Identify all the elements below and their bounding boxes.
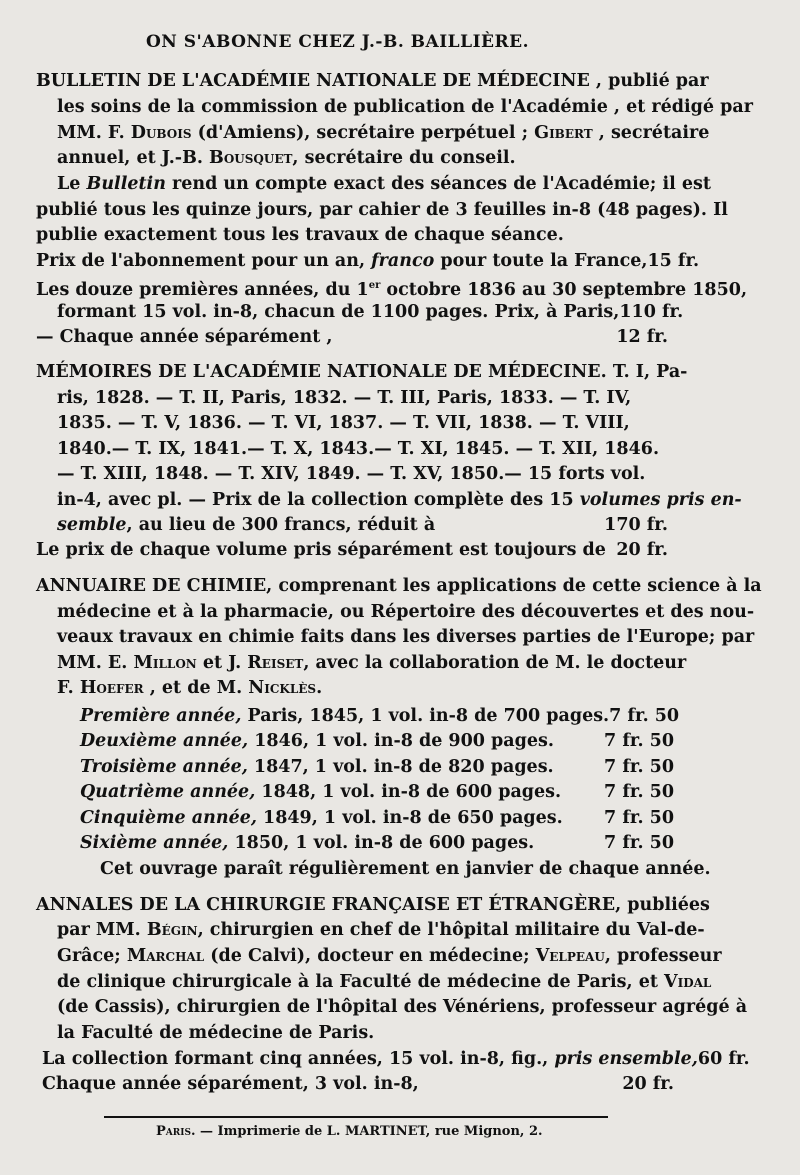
price-line: semble, au lieu de 300 francs, réduit à 170 fr.: [57, 515, 668, 535]
memoires-line: 1835. — T. V, 1836. — T. VI, 1837. — T. VII, 1838. — T. VIII,: [57, 413, 630, 433]
price-line: La collection formant cinq années, 15 vol. in-8, fig., pris ensemble, 60 fr.: [42, 1049, 750, 1069]
annuaire-line: veaux travaux en chimie faits dans les diverses parties de l'Europe; par: [57, 627, 755, 647]
printer-imprint: Paris. — Imprimerie de L. MARTINET, rue Mignon, 2.: [156, 1124, 543, 1139]
price: 60 fr.: [697, 1049, 750, 1069]
price: 20 fr.: [622, 1074, 674, 1094]
annuaire-line: MM. E. Millon et J. Reiset, avec la collaboration de M. le docteur: [57, 653, 687, 673]
year-entry: Cinquième année, 1849, 1 vol. in-8 de 650 pages. 7 fr. 50: [80, 808, 674, 828]
bulletin-line: Les douze premières années, du 1er octobre 1836 au 30 septembre 1850,: [36, 279, 748, 300]
bulletin-title: BULLETIN DE L'ACADÉMIE NATIONALE DE MÉDECINE , publié par: [36, 71, 709, 91]
price: 7 fr. 50: [604, 731, 674, 751]
price: 12 fr.: [616, 327, 668, 347]
author-name: Millon: [133, 653, 197, 673]
price-line: Le prix de chaque volume pris séparément est toujours de 20 fr.: [36, 540, 668, 560]
author-name: Bégin: [146, 920, 198, 940]
page-header: ON S'ABONNE CHEZ J.-B. BAILLIÈRE.: [146, 32, 529, 52]
price-line: — Chaque année séparément , 12 fr.: [36, 327, 668, 347]
year-entry: Troisième année, 1847, 1 vol. in-8 de 820 pages. 7 fr. 50: [80, 757, 674, 777]
annales-line: de clinique chirurgicale à la Faculté de médecine de Paris, et Vidal: [57, 972, 712, 992]
price: 7 fr. 50: [604, 757, 674, 777]
annales-line: (de Cassis), chirurgien de l'hôpital des Vénériens, professeur agrégé à: [57, 997, 748, 1017]
author-name: Velpeau: [535, 946, 605, 966]
author-name: Reiset: [247, 653, 304, 673]
price-line: Prix de l'abonnement pour un an, franco pour toute la France, 15 fr.: [36, 251, 700, 271]
memoires-line: — T. XIII, 1848. — T. XIV, 1849. — T. XV, 1850.— 15 forts vol.: [57, 464, 646, 484]
price-line: formant 15 vol. in-8, chacun de 1100 pages. Prix, à Paris, 110 fr.: [57, 302, 684, 322]
bulletin-line: MM. F. Dubois (d'Amiens), secrétaire perpétuel ; Gibert , secrétaire: [57, 123, 710, 143]
author-name: Vidal: [664, 972, 712, 992]
memoires-line: ris, 1828. — T. II, Paris, 1832. — T. III, Paris, 1833. — T. IV,: [57, 388, 632, 408]
annuaire-line: médecine et à la pharmacie, ou Répertoire des découvertes et des nou-: [57, 602, 755, 622]
year-entry: Quatrième année, 1848, 1 vol. in-8 de 600 pages. 7 fr. 50: [80, 782, 674, 802]
memoires-line: 1840.— T. IX, 1841.— T. X, 1843.— T. XI, 1845. — T. XII, 1846.: [57, 439, 660, 459]
author-name: Bousquet: [209, 148, 293, 168]
annales-line: Grâce; Marchal (de Calvi), docteur en médecine; Velpeau, professeur: [57, 946, 722, 966]
year-entry: Sixième année, 1850, 1 vol. in-8 de 600 pages. 7 fr. 50: [80, 833, 674, 853]
bulletin-line: Le Bulletin rend un compte exact des séances de l'Académie; il est: [57, 174, 711, 194]
author-name: Gibert: [534, 123, 593, 143]
price: 7 fr. 50: [604, 833, 674, 853]
author-name: Nicklès: [248, 678, 317, 698]
price: 110 fr.: [619, 302, 684, 322]
price: 7 fr. 50: [609, 706, 680, 726]
annuaire-title: ANNUAIRE DE CHIMIE, comprenant les applications de cette science à la: [36, 576, 762, 596]
bulletin-line: les soins de la commission de publication de l'Académie , et rédigé par: [57, 97, 753, 117]
annuaire-note: Cet ouvrage paraît régulièrement en janvier de chaque année.: [100, 859, 711, 879]
memoires-title: MÉMOIRES DE L'ACADÉMIE NATIONALE DE MÉDECINE. T. I, Pa-: [36, 362, 688, 382]
annuaire-line: F. Hoefer , et de M. Nicklès.: [57, 678, 323, 698]
bulletin-title-line: [36, 69, 709, 93]
author-name: Marchal: [126, 946, 205, 966]
bulletin-line: publie exactement tous les travaux de chaque séance.: [36, 225, 564, 245]
author-name: Hoefer: [79, 678, 144, 698]
memoires-line: in-4, avec pl. — Prix de la collection complète des 15 volumes pris en-: [57, 490, 742, 510]
annales-line: par MM. Bégin, chirurgien en chef de l'hôpital militaire du Val-de-: [57, 920, 705, 940]
footer-rule: [104, 1116, 608, 1118]
bulletin-line: publié tous les quinze jours, par cahier de 3 feuilles in-8 (48 pages). Il: [36, 200, 728, 220]
price: 15 fr.: [647, 251, 700, 271]
price: 7 fr. 50: [604, 782, 674, 802]
bulletin-line: annuel, et J.-B. Bousquet, secrétaire du conseil.: [57, 148, 516, 168]
year-entry: Deuxième année, 1846, 1 vol. in-8 de 900 pages. 7 fr. 50: [80, 731, 674, 751]
annales-title: ANNALES DE LA CHIRURGIE FRANÇAISE ET ÉTRANGÈRE, publiées: [36, 895, 710, 915]
author-name: Dubois: [130, 123, 192, 143]
price: 7 fr. 50: [604, 808, 674, 828]
price: 20 fr.: [616, 540, 668, 560]
year-entry: Première année, Paris, 1845, 1 vol. in-8 de 700 pages. 7 fr. 50: [80, 706, 680, 726]
price-line: Chaque année séparément, 3 vol. in-8, 20 fr.: [42, 1074, 674, 1094]
annales-line: la Faculté de médecine de Paris.: [57, 1023, 375, 1043]
price: 170 fr.: [604, 515, 668, 535]
